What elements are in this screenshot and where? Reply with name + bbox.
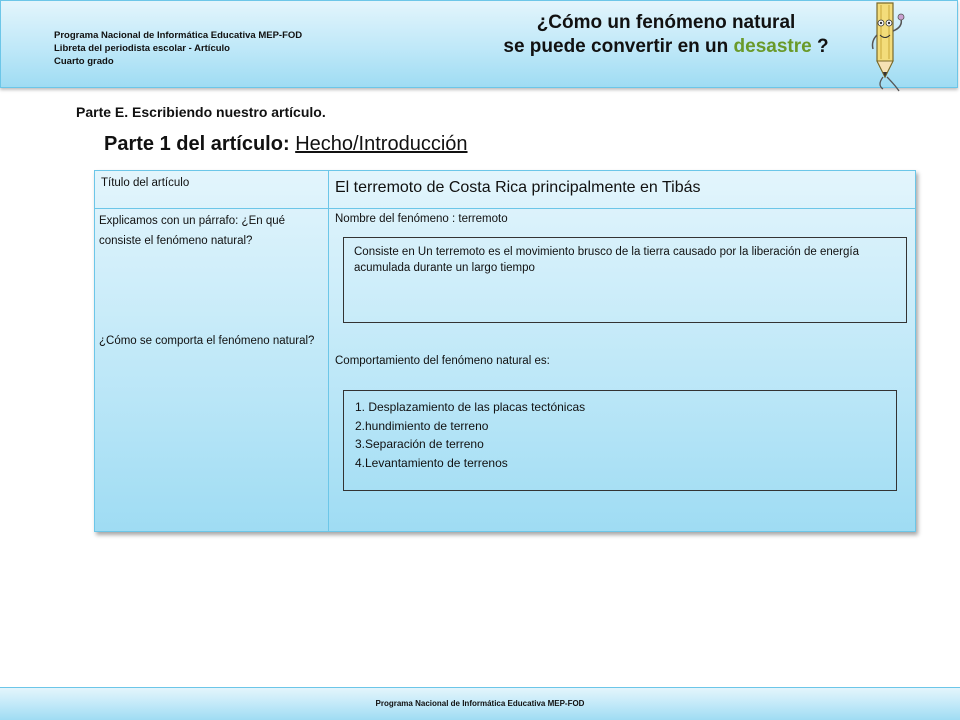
list-item: 1. Desplazamiento de las placas tectónicas: [355, 400, 586, 414]
header-band: [0, 0, 958, 88]
phenomenon-name: Nombre del fenómeno : terremoto: [335, 213, 508, 225]
notebook-name: Libreta del periodista escolar - Artículo: [54, 43, 230, 54]
title-accent-word: desastre: [733, 36, 812, 57]
question-phenomenon: Explicamos con un párrafo: ¿En qué consiste el fenómeno natural?: [99, 215, 286, 247]
program-name: Programa Nacional de Informática Educativa MEP-FOD: [54, 30, 303, 41]
list-item: 3.Separación de terreno: [355, 437, 484, 451]
title-line-2: [431, 35, 901, 59]
title-line-2-start: se puede convertir en un: [503, 36, 734, 57]
part-topic: Hecho/Introducción: [295, 133, 468, 155]
part-heading: [104, 133, 468, 156]
behavior-list-box: [343, 390, 897, 491]
footer-text: Programa Nacional de Informática Educativa MEP-FOD: [375, 699, 585, 708]
list-item: 2.hundimiento de terreno: [355, 418, 489, 433]
title-line-2-end: ?: [811, 36, 829, 57]
article-title-label: Título del artículo: [101, 177, 190, 189]
pencil-character-icon: [863, 1, 917, 93]
page-title: [431, 11, 901, 59]
article-table: [94, 170, 916, 532]
article-title-value: El terremoto de Costa Rica principalmente en Tibás: [335, 179, 701, 196]
grade-label: Cuarto grado: [54, 56, 114, 67]
title-line-1: ¿Cómo un fenómeno natural: [536, 12, 796, 33]
column-divider: [328, 171, 329, 531]
consiste-box: [343, 237, 907, 323]
question-behavior: ¿Cómo se comporta el fenómeno natural?: [99, 335, 315, 347]
consiste-text: Consiste en Un terremoto es el movimiento brusco de la tierra causado por la liberación de energía acumulada durante un largo tiempo: [354, 246, 859, 274]
footer-band: [0, 687, 960, 720]
section-heading: Parte E. Escribiendo nuestro artículo.: [76, 104, 326, 120]
header-info: [54, 29, 302, 68]
list-item: 4.Levantamiento de terrenos: [355, 455, 508, 470]
part-label: Parte 1 del artículo:: [104, 133, 290, 155]
behavior-label: Comportamiento del fenómeno natural es:: [335, 355, 550, 367]
behavior-list: [355, 398, 585, 472]
